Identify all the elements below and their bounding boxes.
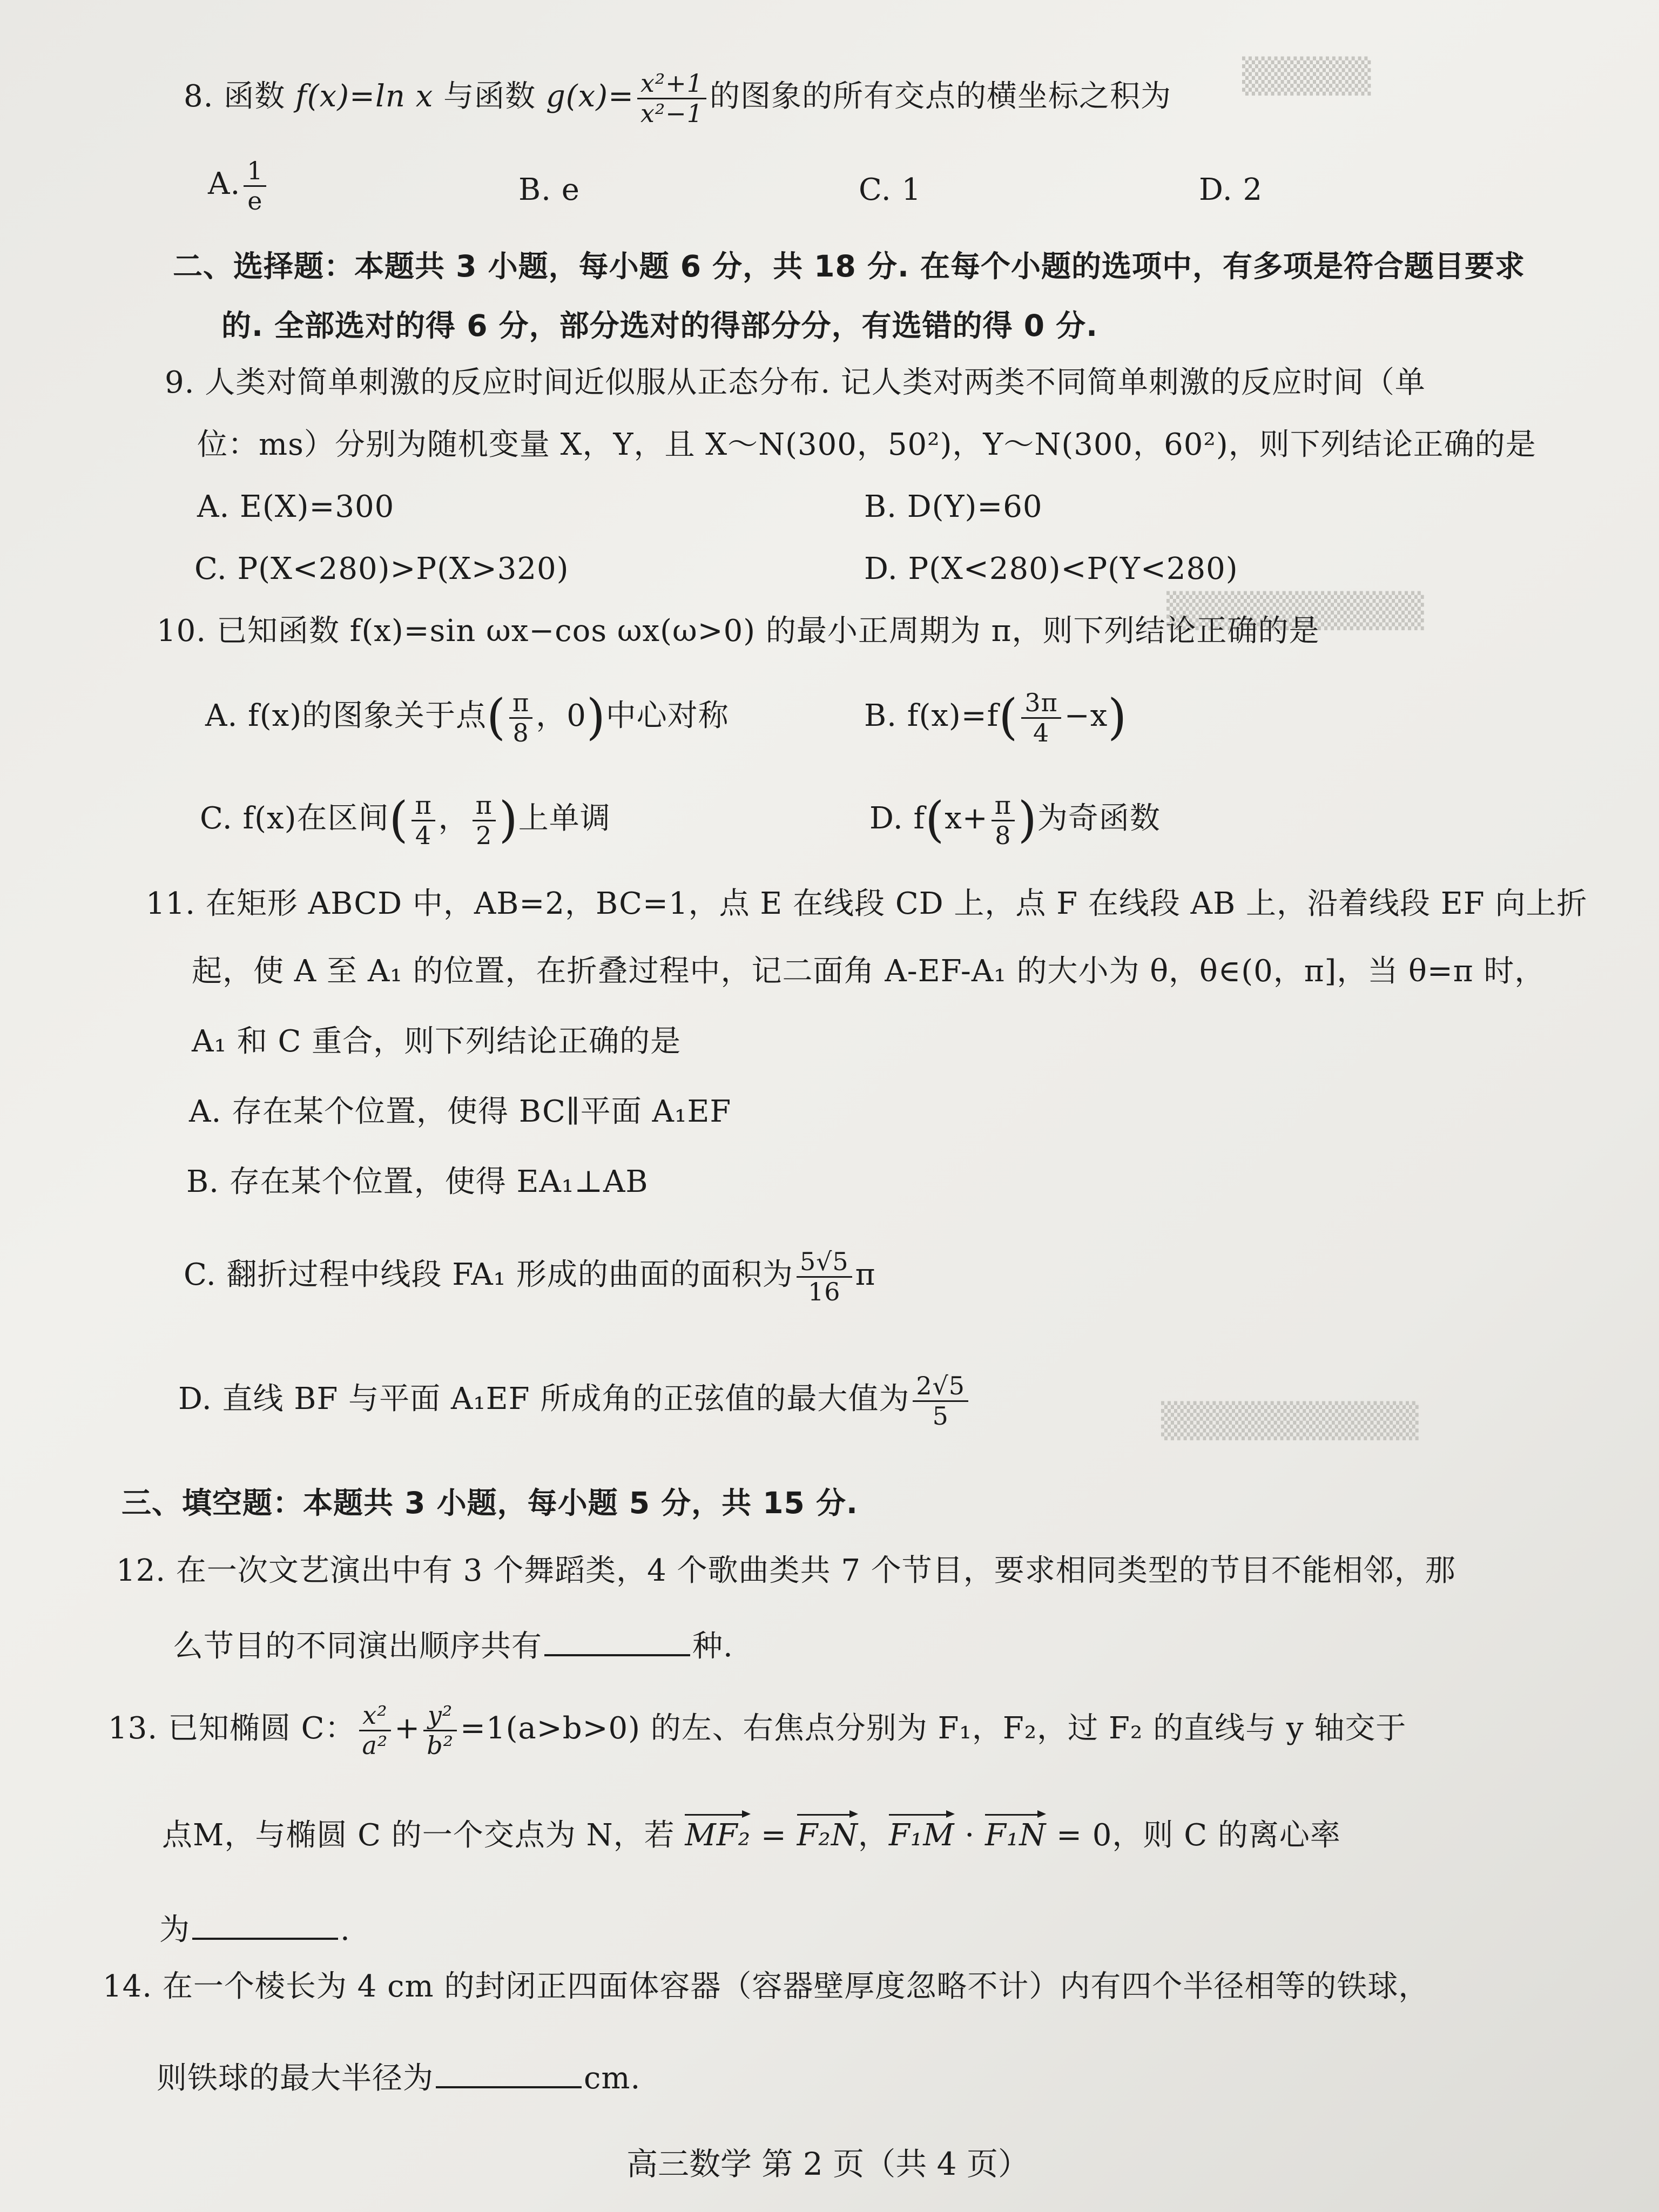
q8-option-b: B. e bbox=[518, 172, 580, 207]
q10-option-d: D. f(x+ $\frac{\pi}{8}$ )为奇函数 bbox=[869, 791, 1161, 850]
q9-option-c: C. P(X<280)>P(X>320) bbox=[194, 551, 569, 586]
section2-heading-line2: 的. 全部选对的得 6 分，部分选对的得部分分，有选错的得 0 分. bbox=[221, 308, 1098, 343]
q14-answer-blank[interactable] bbox=[436, 2060, 582, 2088]
bleed-through-mark: ▒▒▒▒▒▒▒▒▒▒ bbox=[1161, 1401, 1419, 1440]
q13-answer-blank[interactable] bbox=[192, 1912, 338, 1940]
q11-stem-line2: 起，使 A 至 A₁ 的位置，在折叠过程中，记二面角 A-EF-A₁ 的大小为 θ，θ∈(0，π]，当 θ=π 时， bbox=[192, 954, 1546, 989]
q10-option-b: B. f(x)=f( $\frac{3\pi}{4}$ −x) bbox=[864, 688, 1128, 747]
q9-stem-line2: 位：ms）分别为随机变量 X，Y，且 X～N(300，50²)，Y～N(300，60²)，则下列结论正确的是 bbox=[197, 427, 1536, 462]
q9-option-a: A. E(X)=300 bbox=[197, 489, 395, 524]
q11-stem-line1: 11. 在矩形 ABCD 中，AB=2，BC=1，点 E 在线段 CD 上，点 F 在线段 AB 上，沿着线段 EF 向上折 bbox=[146, 886, 1588, 921]
bleed-through-mark: ▒▒▒▒▒ bbox=[1242, 56, 1371, 96]
q8-option-d: D. 2 bbox=[1199, 172, 1263, 207]
q12-stem-line2: 么节目的不同演出顺序共有 种. bbox=[173, 1629, 733, 1664]
q14-stem-line2: 则铁球的最大半径为 cm. bbox=[157, 2061, 641, 2096]
q8-stem: 8. 函数 f(x)=ln x 与函数 g(x)= $\frac{\text{x²+1}}{\text{x²−1}}$ 的图象的所有交点的横坐标之积为 bbox=[184, 69, 1171, 128]
q9-stem-line1: 9. 人类对简单刺激的反应时间近似服从正态分布. 记人类对两类不同简单刺激的反应时间（单 bbox=[165, 365, 1426, 400]
q11-option-b: B. 存在某个位置，使得 EA₁⊥AB bbox=[186, 1164, 649, 1199]
q12-stem-line1: 12. 在一次文艺演出中有 3 个舞蹈类，4 个歌曲类共 7 个节目，要求相同类型的节目不能相邻，那 bbox=[116, 1553, 1456, 1588]
q11-option-c: C. 翻折过程中线段 FA₁ 形成的曲面的面积为 $\frac{5√5}{16}$ π bbox=[184, 1247, 876, 1306]
q11-option-a: A. 存在某个位置，使得 BC∥平面 A₁EF bbox=[189, 1094, 732, 1129]
q8-option-c: C. 1 bbox=[859, 172, 922, 207]
q8-option-a: A. $\frac{1}{e}$ bbox=[208, 157, 269, 215]
bleed-through-mark: ▒▒▒▒▒▒▒▒▒▒ bbox=[1166, 591, 1424, 630]
q8-g-fraction: $\frac{\text{x²+1}}{\text{x²−1}}$ bbox=[637, 69, 706, 128]
q10-option-a: A. f(x)的图象关于点( $\frac{\pi}{8}$ ，0)中心对称 bbox=[205, 688, 729, 747]
q10-option-c: C. f(x)在区间( $\frac{\pi}{4}$ ， $\frac{\pi}{2}$ )上单调 bbox=[200, 791, 611, 850]
q10-stem: 10. 已知函数 f(x)=sin ωx−cos ωx(ω>0) 的最小正周期为 π，则下列结论正确的是 bbox=[157, 613, 1320, 649]
q11-option-d: D. 直线 BF 与平面 A₁EF 所成角的正弦值的最大值为 $\frac{2√5}{5}$ bbox=[178, 1372, 972, 1431]
section2-heading-line1: 二、选择题：本题共 3 小题，每小题 6 分，共 18 分. 在每个小题的选项中，有多项是符合题目要求 bbox=[173, 249, 1526, 284]
q12-answer-blank[interactable] bbox=[544, 1628, 690, 1656]
q8-a-fraction: $\frac{1}{e}$ bbox=[244, 157, 266, 215]
q11-stem-line3: A₁ 和 C 重合，则下列结论正确的是 bbox=[192, 1024, 682, 1059]
section3-heading: 三、填空题：本题共 3 小题，每小题 5 分，共 15 分. bbox=[122, 1486, 858, 1520]
q13-stem-line1: 13. 已知椭圆 C： $\frac{\text{x²}}{\text{a²}}$ + $\frac{\text{y²}}{\text{b²}}$ =1(a>b>0) 的左、右焦点分别为 F₁，F₂，过 F₂ 的直线与 y 轴交于 bbox=[108, 1701, 1407, 1760]
page-footer: 高三数学 第 2 页（共 4 页） bbox=[626, 2146, 1029, 2182]
q9-option-d: D. P(X<280)<P(Y<280) bbox=[864, 551, 1238, 586]
q13-stem-line3: 为 . bbox=[159, 1912, 350, 1947]
q9-option-b: B. D(Y)=60 bbox=[864, 489, 1043, 524]
q13-stem-line2: 点M，与椭圆 C 的一个交点为 N，若 MF₂ = F₂N，F₁M · F₁N = 0，则 C 的离心率 bbox=[162, 1818, 1341, 1853]
q14-stem-line1: 14. 在一个棱长为 4 cm 的封闭正四面体容器（容器壁厚度忽略不计）内有四个半径相等的铁球， bbox=[103, 1969, 1429, 2004]
